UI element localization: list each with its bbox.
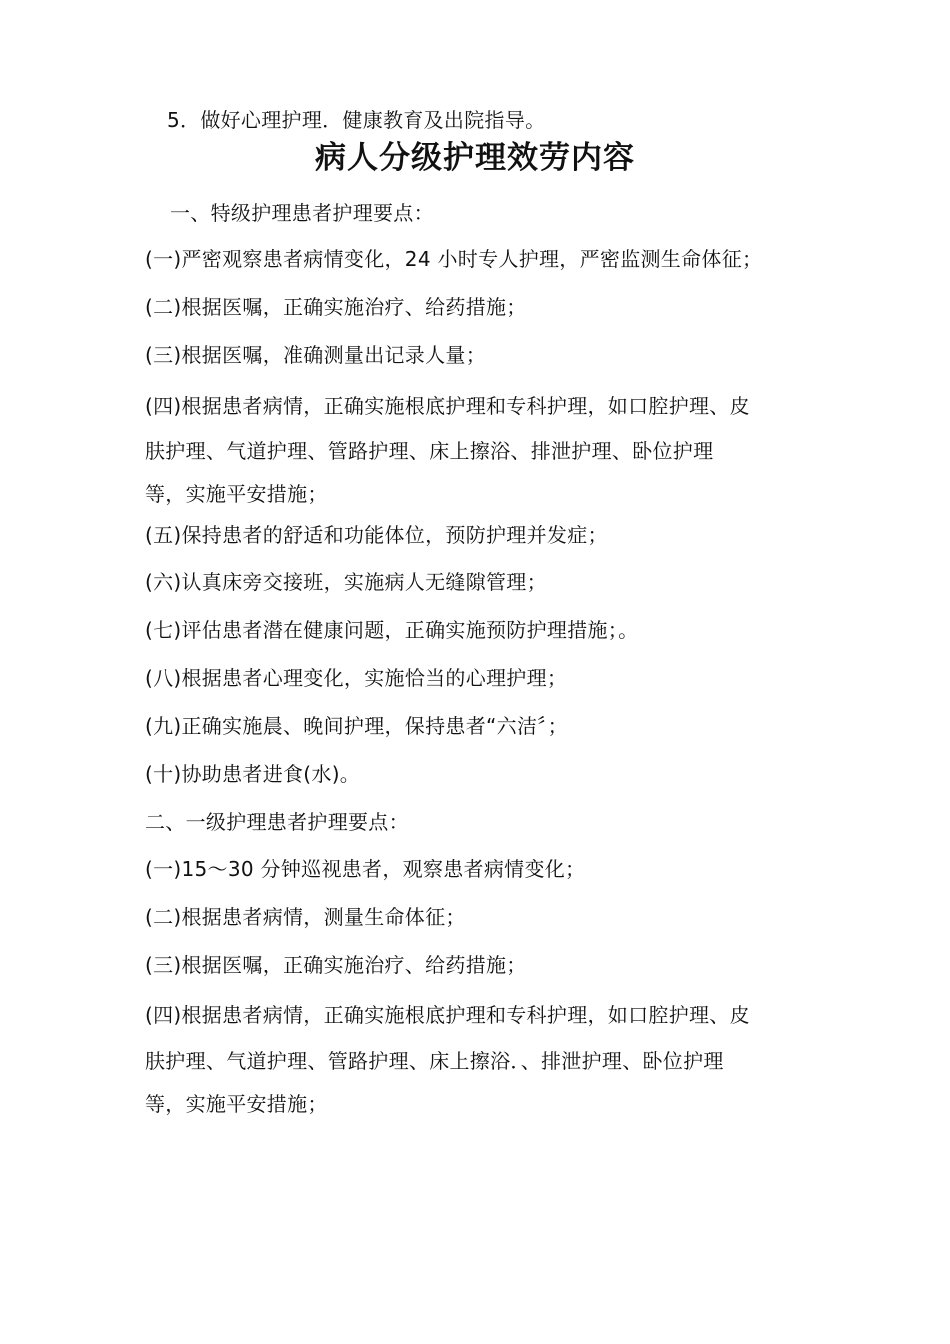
section1-item-3: (三)根据医嘱，准确测量出记录人量； [145,343,487,367]
section1-item-6: (六)认真床旁交接班，实施病人无缝隙管理； [145,570,547,594]
section2-item-4-line1: (四)根据患者病情，正确实施根底护理和专科护理，如口腔护理、皮 [145,1003,750,1027]
section2-item-2: (二)根据患者病情，测量生命体征； [145,905,466,929]
page-title: 病人分级护理效劳内容 [315,140,635,176]
section1-heading: 一、特级护理患者护理要点： [170,201,434,225]
section2-item-4-line3: 等，实施平安措施； [145,1092,328,1116]
section1-item-7: (七)评估患者潜在健康问题，正确实施预防护理措施；。 [145,618,639,642]
section1-item-5: (五)保持患者的舒适和功能体位，预防护理并发症； [145,523,608,547]
section1-item-10: (十)协助患者进食(水)。 [145,762,361,786]
section1-item-4-line3: 等，实施平安措施； [145,482,328,506]
section2-item-3: (三)根据医嘱，正确实施治疗、给药措施； [145,953,527,977]
section1-item-4-line1: (四)根据患者病情，正确实施根底护理和专科护理，如口腔护理、皮 [145,394,750,418]
section1-item-4-line2: 肤护理、气道护理、管路护理、床上擦浴、排泄护理、卧位护理 [145,439,714,463]
section1-item-9: (九)正确实施晨、晚间护理，保持患者“六洁〞； [145,714,568,738]
section1-item-1: (一)严密观察患者病情变化，24 小时专人护理，严密监测生命体征； [145,247,763,271]
section2-item-1: (一)15～30 分钟巡视患者，观察患者病情变化； [145,857,586,881]
section2-item-4-line2: 肤护理、气道护理、管路护理、床上擦浴．、排泄护理、卧位护理 [145,1049,724,1073]
intro-line: 5．做好心理护理．健康教育及出院指导。 [167,108,546,132]
section2-heading: 二、一级护理患者护理要点： [145,810,409,834]
section1-item-8: (八)根据患者心理变化，实施恰当的心理护理； [145,666,568,690]
section1-item-2: (二)根据医嘱，正确实施治疗、给药措施； [145,295,527,319]
